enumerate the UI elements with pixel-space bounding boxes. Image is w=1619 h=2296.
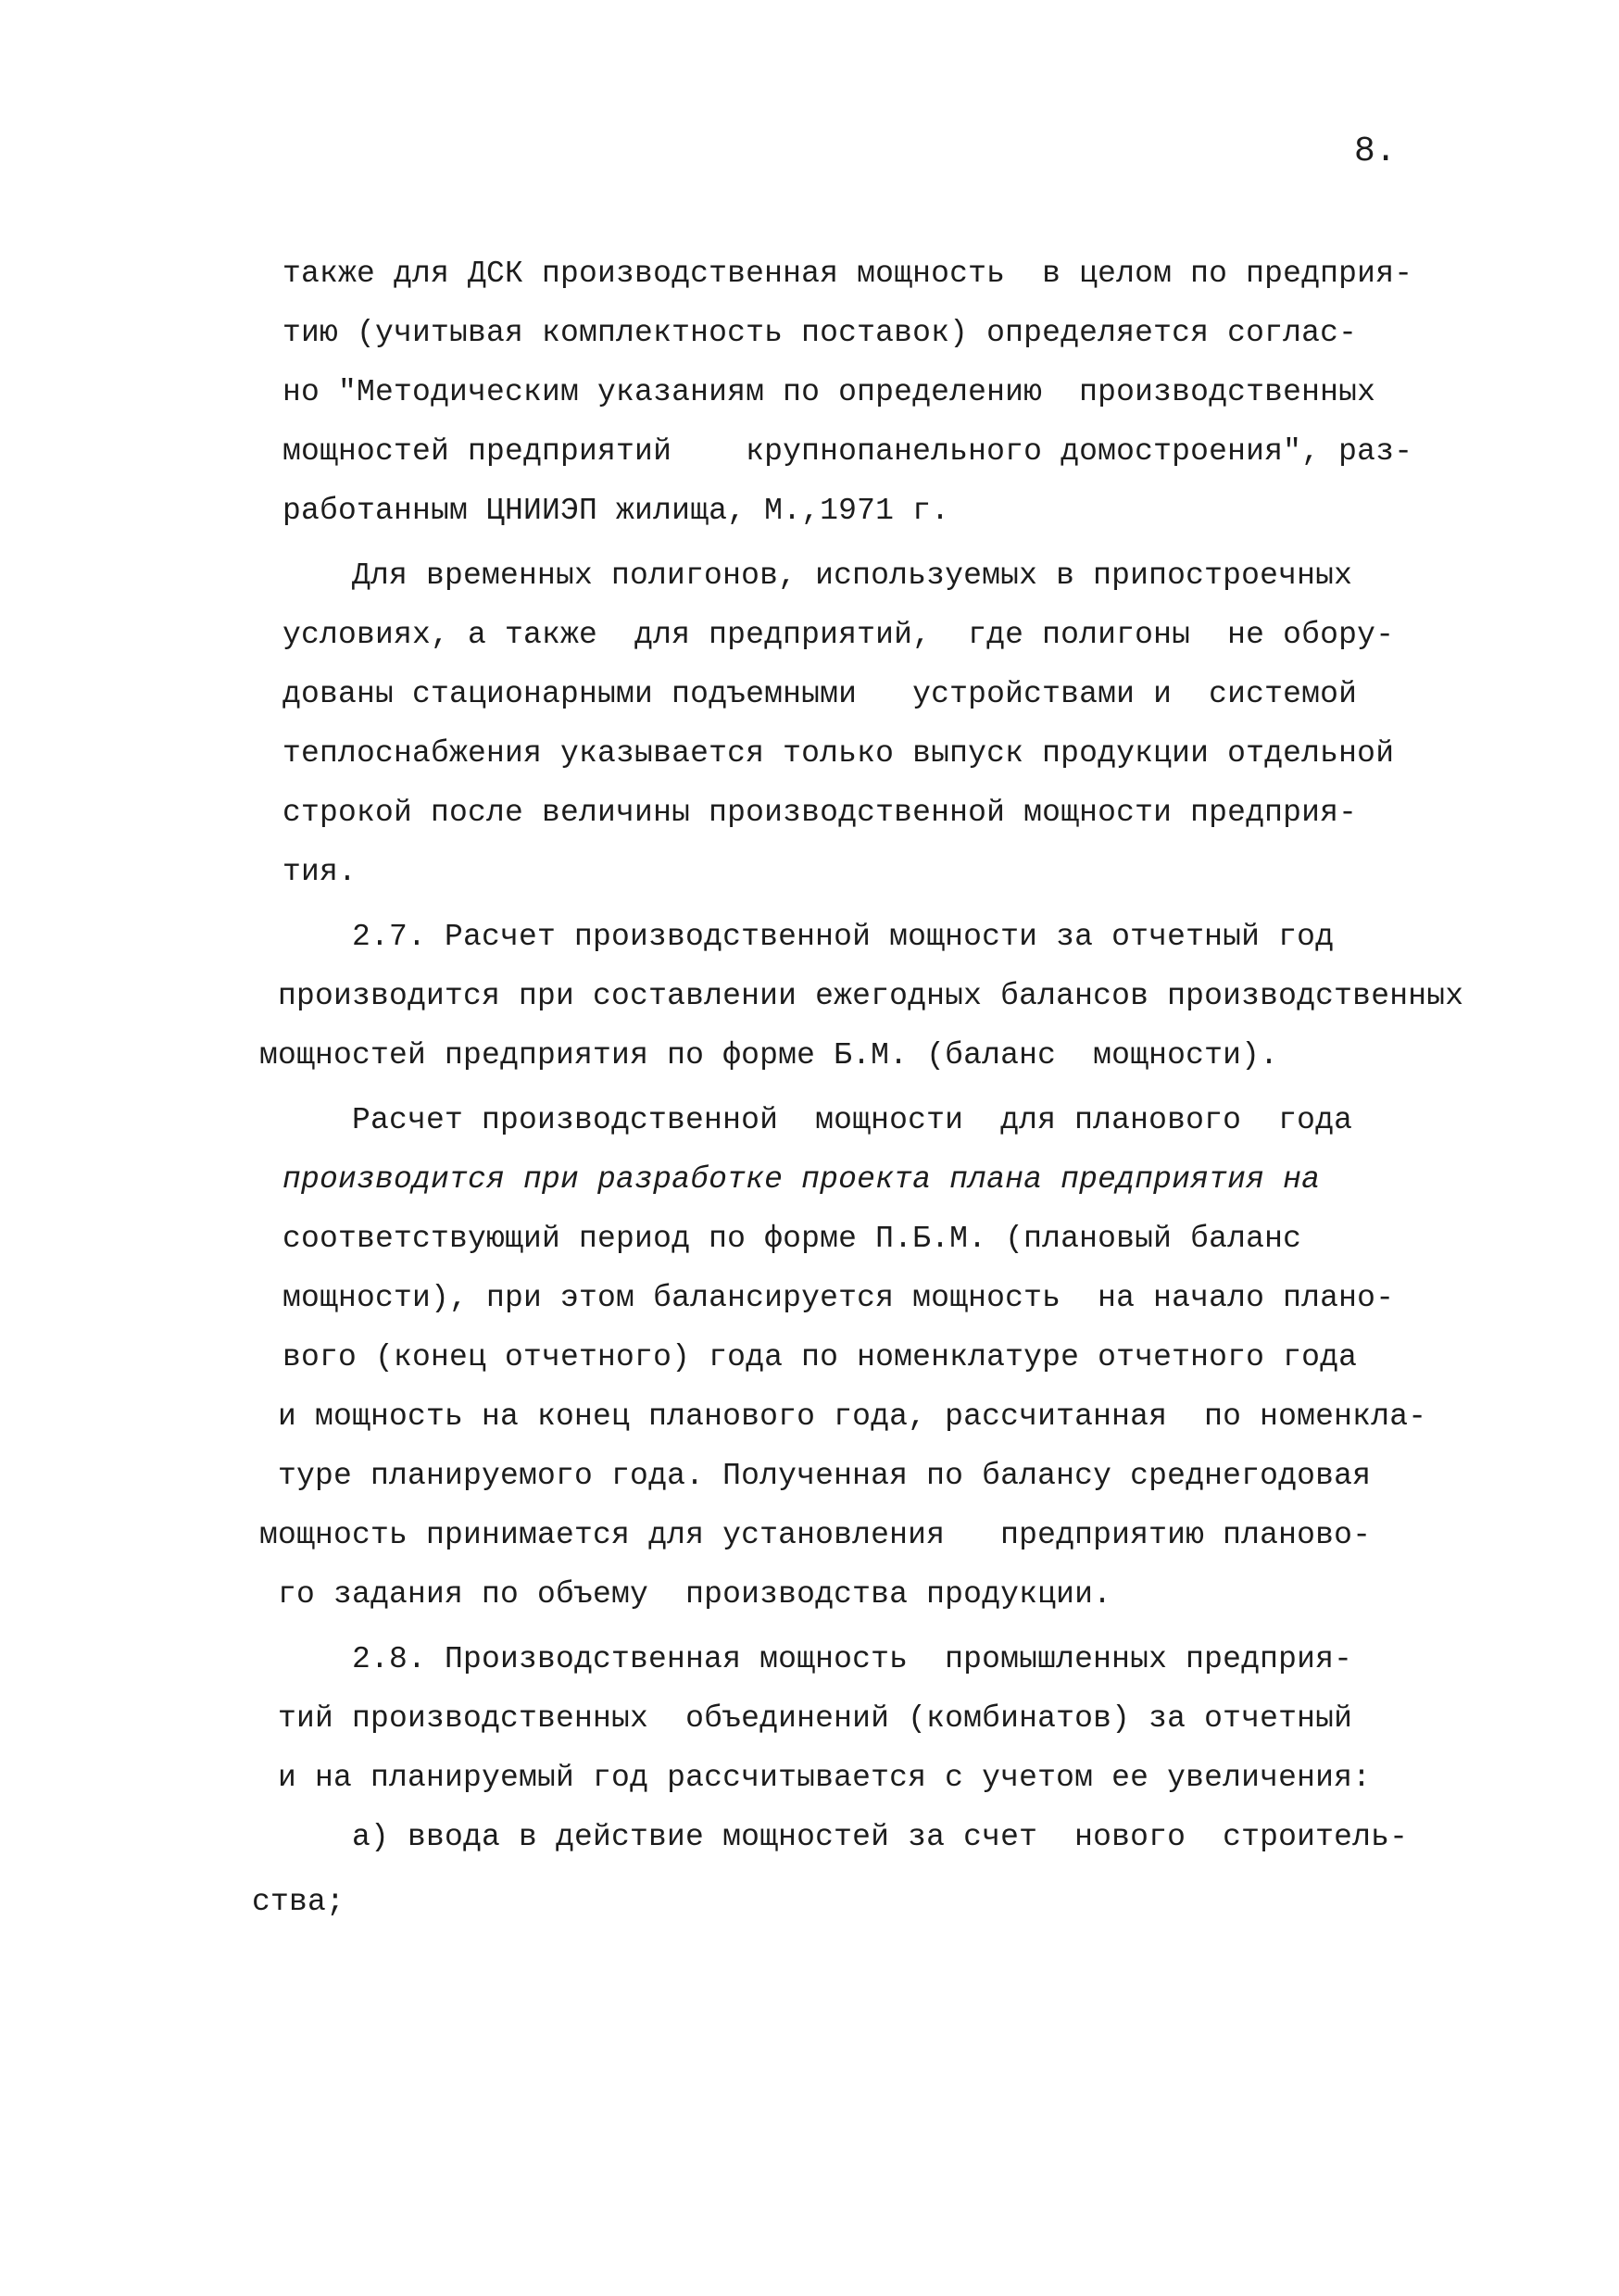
text-line: соответствующий период по форме П.Б.М. (плановый баланс — [282, 1222, 1302, 1256]
text-line: мощность принимается для установления предприятию планово- — [259, 1518, 1372, 1552]
text-line: Расчет производственной мощности для планового года — [352, 1103, 1353, 1137]
text-line: производится при разработке проекта плана предприятия на — [282, 1162, 1321, 1197]
text-line: и на планируемый год рассчитывается с учетом ее увеличения: — [278, 1761, 1372, 1795]
text-line: туре планируемого года. Полученная по балансу среднегодовая — [278, 1459, 1372, 1493]
text-line: Для временных полигонов, используемых в припостроечных — [352, 558, 1353, 593]
text-line: 2.7. Расчет производственной мощности за отчетный год — [352, 920, 1335, 954]
text-line: ства; — [252, 1885, 345, 1919]
text-line: тию (учитывая комплектность поставок) определяется соглас- — [282, 316, 1358, 350]
text-line: дованы стационарными подъемными устройствами и системой — [282, 677, 1358, 711]
text-line: но "Методическим указаниям по определению производственных — [282, 375, 1376, 409]
text-line: вого (конец отчетного) года по номенклатуре отчетного года — [282, 1340, 1358, 1374]
text-line: строкой после величины производственной мощности предприя- — [282, 796, 1358, 830]
text-line: условиях, а также для предприятий, где полигоны не обору- — [282, 618, 1395, 652]
text-line: 2.8. Производственная мощность промышленных предприя- — [352, 1642, 1353, 1676]
text-line: производится при составлении ежегодных балансов производственных — [278, 979, 1464, 1013]
text-line: мощностей предприятий крупнопанельного домостроения", раз- — [282, 434, 1413, 469]
text-line: работанным ЦНИИЭП жилища, М.,1971 г. — [282, 494, 950, 528]
text-line: теплоснабжения указывается только выпуск продукции отдельной — [282, 736, 1395, 771]
text-line: тия. — [282, 855, 358, 889]
text-line: и мощность на конец планового года, рассчитанная по номенкла- — [278, 1399, 1427, 1434]
text-line: мощностей предприятия по форме Б.М. (баланс мощности). — [259, 1038, 1279, 1073]
text-line: а) ввода в действие мощностей за счет нового строитель- — [352, 1820, 1409, 1854]
text-line: также для ДСК производственная мощность в целом по предприя- — [282, 257, 1413, 291]
text-line: тий производственных объединений (комбинатов) за отчетный — [278, 1701, 1353, 1736]
text-line: мощности), при этом балансируется мощность на начало плано- — [282, 1281, 1395, 1315]
text-line: го задания по объему производства продукции. — [278, 1577, 1112, 1612]
page-number: 8. — [1354, 132, 1397, 171]
